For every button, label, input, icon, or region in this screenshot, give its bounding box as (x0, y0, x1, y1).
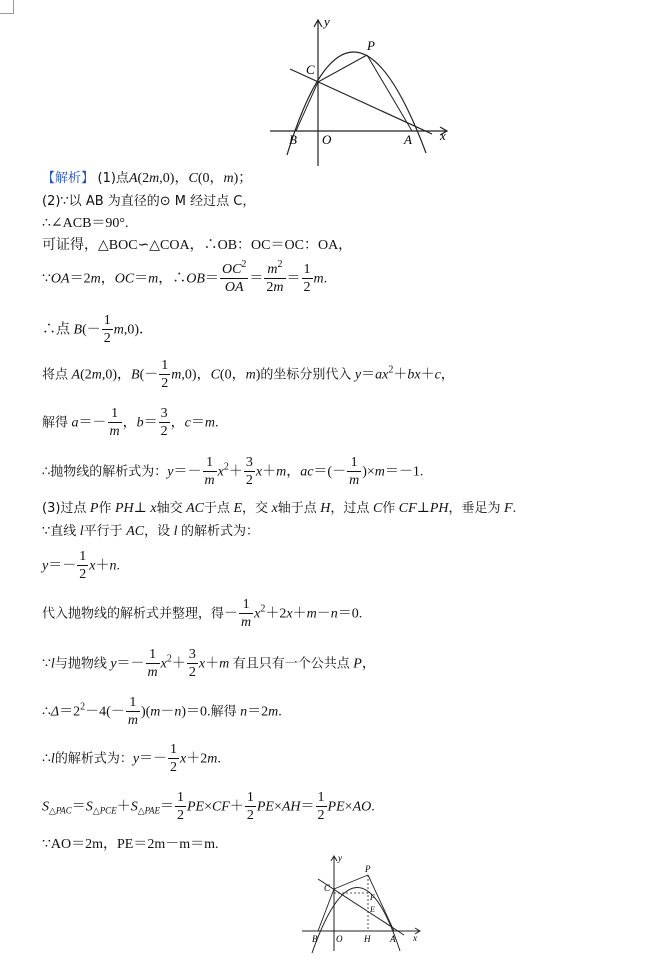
parabola-curve (312, 887, 400, 953)
line-ca (318, 879, 404, 935)
l-expr-suffix: 的解析式为： (54, 751, 133, 767)
part3-d: 于点 (203, 501, 230, 516)
analysis-tag: 【解析】 (42, 171, 95, 186)
parabola-figure-top (0, 0, 652, 170)
parallel-mid: 平行于 (83, 524, 123, 539)
part3-e: ，交 (242, 501, 269, 516)
line-17: $S_{\triangle PAC}=S_{\triangle PCE}+S_{\triangle PAE}=$ $\frac{1}{2}$ PE×CF＋ $\frac{1}{2}$ PE×AH＝ $\frac{1}{2}$ PE×AO. (42, 790, 375, 823)
line-10: (3)过点 P作 PH⊥ x轴交 AC于点 E，交 x轴于点 H，过点 C作 CF⊥PH，垂足为 F. (42, 501, 517, 516)
label-x: x (413, 933, 417, 943)
part3-f: 轴于点 (277, 501, 317, 516)
line-1: 【解析】 (1)点A(2m,0)，C(0，m)； (42, 171, 253, 186)
label-y: y (324, 14, 330, 29)
line-bc (296, 82, 318, 131)
label-o: O (336, 934, 343, 944)
line-bc (318, 889, 334, 931)
substitute-text: 代入抛物线的解析式并整理，得 (42, 606, 225, 622)
parallel-prefix: ∵直线 (42, 524, 77, 539)
label-f: F (370, 893, 375, 902)
delta-text: 解得 (210, 704, 237, 720)
unique-suffix: 有且只有一个公共点 (232, 656, 350, 672)
label-h: H (364, 934, 371, 944)
subst-prefix: 将点 (42, 367, 69, 383)
line-16: ∴l的解析式为：y＝－ $\frac{1}{2}$ x＋2m. (42, 742, 221, 775)
label-a: A (390, 934, 396, 944)
part3-c: 轴交 (156, 501, 183, 516)
label-e: E (370, 905, 375, 914)
line-13: 代入抛物线的解析式并整理，得－ $\frac{1}{m}$ $x^2+2x+m-n=0$. (42, 597, 363, 630)
parallel-mid2: ，设 (144, 524, 171, 539)
line-ca (290, 69, 432, 134)
part3-a: (3)过点 (42, 501, 87, 516)
label-x: x (440, 128, 446, 143)
label-o: O (322, 132, 332, 147)
parabola-figure-bottom (296, 853, 426, 953)
line-14: ∵l与抛物线 y＝－ $\frac{1}{m}$ $x^2+$ $\frac{3}{2}$ x＋m 有且只有一个公共点 P， (42, 647, 376, 680)
label-a: A (404, 132, 412, 147)
parallel-suffix: 的解析式为： (180, 524, 259, 539)
part1-text: (1)点 (97, 171, 129, 186)
unique-prefix: ∵ (42, 656, 51, 672)
line-pa (368, 875, 394, 931)
line-cp (334, 875, 368, 889)
label-b: B (289, 132, 297, 147)
part3-g: ，过点 (330, 501, 370, 516)
label-y: y (338, 853, 342, 863)
label-b: B (312, 934, 318, 944)
label-p: P (367, 38, 375, 53)
line-15: $\therefore\Delta=2^2-4(-$ $\frac{1}{m}$ )(m－n)＝0.解得 n＝2m. (42, 695, 282, 728)
line-6: ∴点 B(－ $\frac{1}{2}$ m,0)． (42, 313, 154, 346)
line-8: 解得 a＝－ $\frac{1}{m}$ ，b＝ $\frac{3}{2}$ ，c＝m. (42, 406, 219, 439)
line-3: ∴∠ACB＝90°. (42, 216, 129, 231)
line-12: y＝－ $\frac{1}{2}$ x＋n. (42, 549, 120, 582)
part3-h: 作 (382, 501, 396, 516)
line-5: ∵OA＝2m，OC＝m，∴OB＝ $\frac{OC^2}{OA}$ ＝ $\frac{m^2}{2m}$ ＝ $\frac{1}{2}$ m. (42, 259, 328, 295)
line-11: ∵直线 l平行于 AC，设 l 的解析式为： (42, 524, 259, 539)
line-7: 将点 A(2m,0)，B(－ $\frac{1}{2}$ m,0)，C(0，m)的坐标分别代入 $y=ax^2+bx+c$， (42, 358, 455, 391)
line-pa (367, 55, 412, 131)
solve-prefix: 解得 (42, 415, 69, 431)
l-expr-prefix: ∴ (42, 751, 51, 767)
line-4: 可证得，△BOC∽△COA，∴OB：OC＝OC：OA， (42, 238, 353, 253)
line-2: (2)∵以 AB 为直径的⊙ M 经过点 C， (42, 194, 256, 209)
part3-i: ，垂足为 (448, 501, 501, 516)
label-c: C (306, 62, 315, 77)
label-c: C (324, 883, 331, 893)
label-p: P (365, 864, 371, 874)
line-9: ∴抛物线的解析式为：y＝－ $\frac{1}{m}$ $x^2+$ $\frac{3}{2}$ x＋m，ac＝(－ $\frac{1}{m}$ )×m＝－1. (42, 455, 424, 488)
subst-mid: 的坐标分别代入 (260, 367, 352, 383)
part3-b: 作 (98, 501, 112, 516)
line-cp (318, 55, 367, 82)
unique-mid: 与抛物线 (54, 656, 107, 672)
line-18: ∵AO＝2m，PE＝2m－m＝m. (42, 837, 219, 852)
parabola-prefix: ∴抛物线的解析式为： (42, 464, 168, 480)
